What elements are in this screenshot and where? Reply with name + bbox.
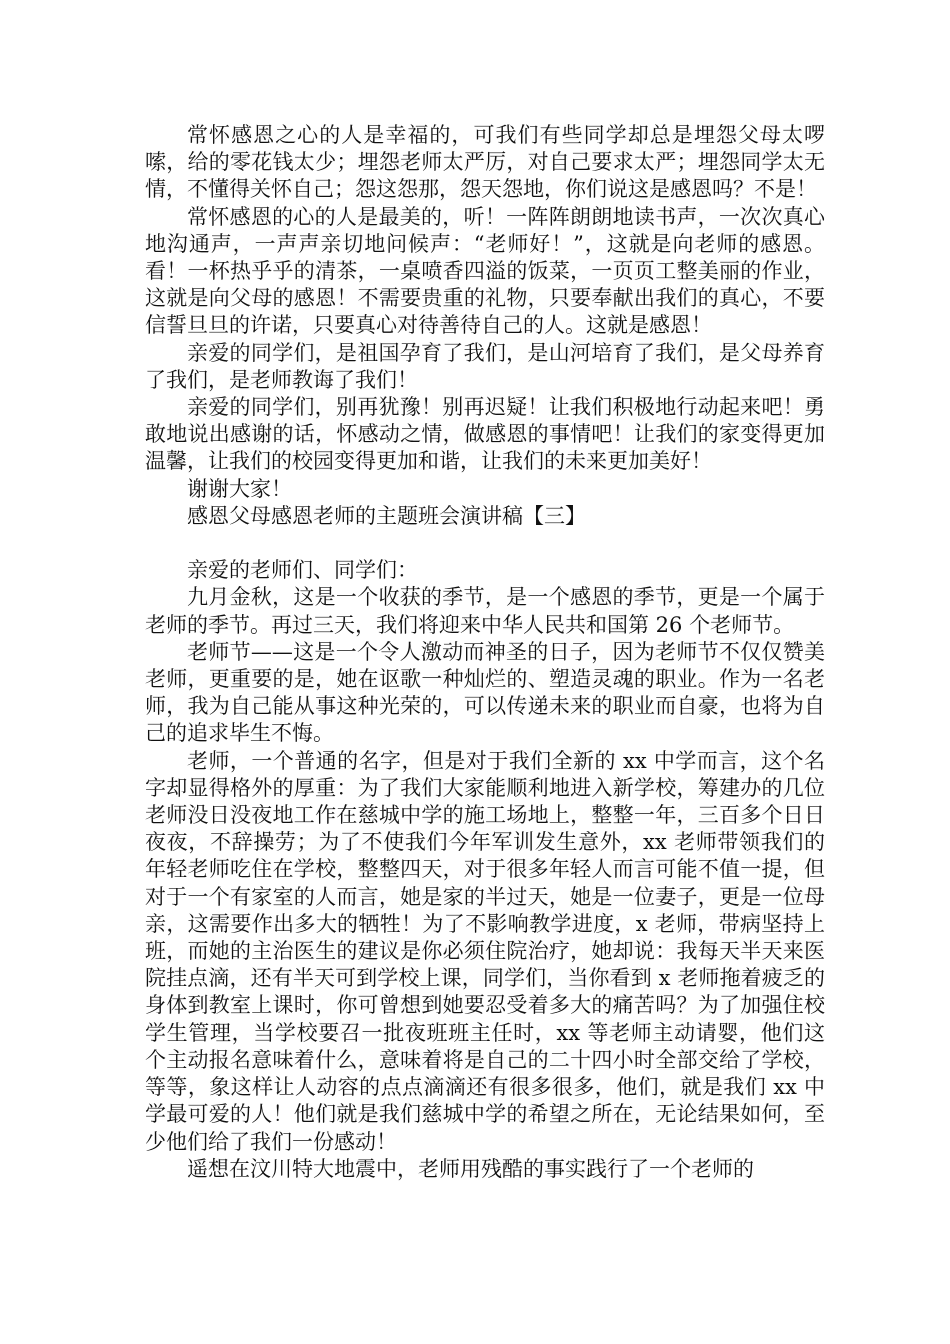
- paragraph-salutation: 亲爱的老师们、同学们：: [187, 558, 418, 583]
- blank-line: [145, 530, 825, 557]
- paragraph-wenchuan: 遥想在汶川特大地震中，老师用残酷的事实践行了一个老师的: [187, 1156, 754, 1181]
- paragraph-thanks: 谢谢大家！: [187, 476, 292, 501]
- document-body: [145, 122, 825, 1183]
- paragraph-autumn: 九月金秋，这是一个收获的季节，是一个感恩的季节，更是一个属于老师的季节。再过三天，我们将迎来中华人民共和国第 26 个老师节。: [145, 585, 825, 637]
- paragraph-call-to-action: 亲爱的同学们，别再犹豫！别再迟疑！让我们积极地行动起来吧！勇敢地说出感谢的话，怀感动之情，做感恩的事情吧！让我们的家变得更加温馨，让我们的校园变得更加和谐，让我们的未来更加美好！: [145, 395, 825, 474]
- paragraph-teacher-stories: 老师，一个普通的名字，但是对于我们全新的 xx 中学而言，这个名字却显得格外的厚重：为了我们大家能顺利地进入新学校，筹建办的几位老师没日没夜地工作在慈城中学的施工场地上，整整一年，三百多个日日夜夜，不辞操劳；为了不使我们今年军训发生意外，xx 老师带领我们的年轻老师吃住在学校，整整四天，对于很多年轻人而言可能不值一提，但对于一个有家室的人而言，她是家的半过天，她是一位妻子，更是一位母亲，这需要作出多大的牺牲！为了不影响教学进度，x 老师，带病坚持上班，而她的主治医生的建议是你必须住院治疗，她却说：我每天半天来医院挂点滴，还有半天可到学校上课，同学们，当你看到 x 老师拖着疲乏的身体到教室上课时，你可曾想到她要忍受着多大的痛苦吗？为了加强住校学生管理，当学校要召一批夜班班主任时，xx 等老师主动请婴，他们这个主动报名意味着什么，意味着将是自己的二十四小时全部交给了学校，等等，象这样让人动容的点点滴滴还有很多很多，他们，就是我们 xx 中学最可爱的人！他们就是我们慈城中学的希望之所在，无论结果如何，至少他们给了我们一份感动！: [145, 748, 825, 1154]
- paragraph-motherland: 亲爱的同学们，是祖国孕育了我们，是山河培育了我们，是父母养育了我们，是老师教诲了我们！: [145, 340, 825, 392]
- paragraph-gratitude-beauty: 常怀感恩的心的人是最美的，听！一阵阵朗朗地读书声，一次次真心地沟通声，一声声亲切地问候声：“老师好！”，这就是向老师的感恩。看！一杯热乎乎的清茶，一桌喷香四溢的饭菜，一页页工整美丽的作业，这就是向父母的感恩！不需要贵重的礼物，只要奉献出我们的真心，不要信誓旦旦的许诺，只要真心对待善待自己的人。这就是感恩！: [145, 204, 825, 338]
- paragraph-gratitude-happiness: 常怀感恩之心的人是幸福的，可我们有些同学却总是埋怨父母太啰嗦，给的零花钱太少；埋怨老师太严厉，对自己要求太严；埋怨同学太无情，不懂得关怀自己；怨这怨那，怨天怨地，你们说这是感恩吗？不是！: [145, 123, 825, 202]
- paragraph-teachers-day: 老师节——这是一个令人激动而神圣的日子，因为老师节不仅仅赞美老师，更重要的是，她在讴歌一种灿烂的、塑造灵魂的职业。作为一名老师，我为自己能从事这种光荣的，可以传递未来的职业而自豪，也将为自己的追求毕生不悔。: [145, 639, 825, 746]
- section-heading: 感恩父母感恩老师的主题班会演讲稿【三】: [187, 503, 586, 528]
